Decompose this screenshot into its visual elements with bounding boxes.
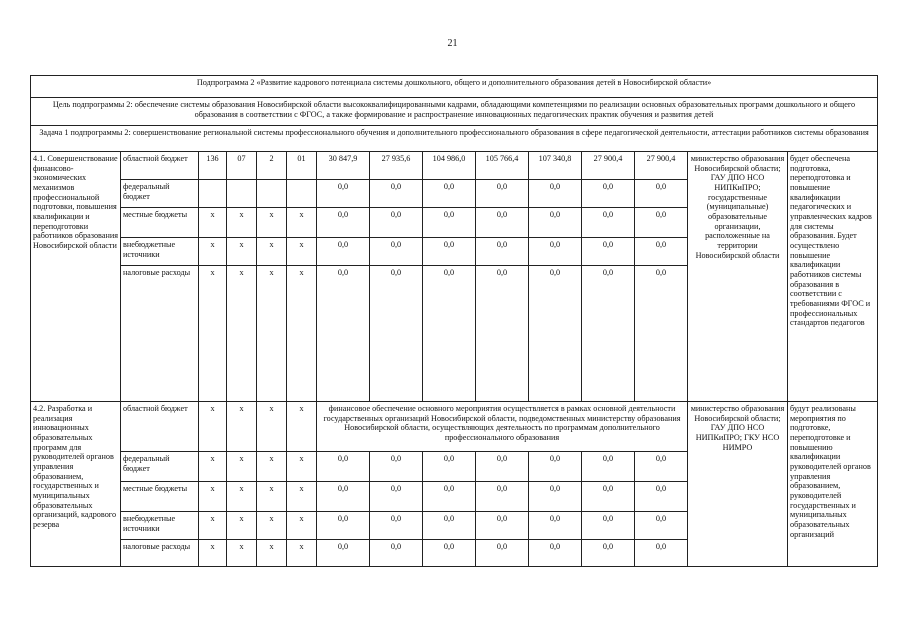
funding-value: 0,0 [635,238,688,266]
funding-value: 0,0 [476,482,529,512]
funding-value: 0,0 [317,208,370,238]
measure-executor: министерство образования Новосибирской области; ГАУ ДПО НСО НИПКиПРО; ГКУ НСО НИМРО [688,402,788,567]
funding-value: 27 900,4 [582,152,635,180]
funding-value: 104 986,0 [423,152,476,180]
budget-code: х [287,482,317,512]
budget-code: х [199,266,227,402]
measure-executor: министерство образования Новосибирской области; ГАУ ДПО НСО НИПКиПРО; государственные (муниципальные) образовательные организации, расположенные на территории Новосибирской области [688,152,788,402]
budget-code: х [227,540,257,567]
budget-code: х [227,208,257,238]
funding-value: 0,0 [370,180,423,208]
budget-code: х [257,238,287,266]
budget-code: х [257,208,287,238]
funding-value: 0,0 [529,540,582,567]
funding-value: 0,0 [529,266,582,402]
funding-value: 0,0 [476,266,529,402]
budget-code: х [257,482,287,512]
budget-code: 07 [227,152,257,180]
funding-value: 0,0 [476,180,529,208]
funding-value: 0,0 [476,540,529,567]
funding-value: 0,0 [370,238,423,266]
funding-source: налоговые расходы [121,266,199,402]
budget-code: х [227,512,257,540]
budget-code [257,180,287,208]
budget-code: х [199,208,227,238]
budget-code: х [257,266,287,402]
funding-value: 0,0 [423,266,476,402]
funding-value: 27 900,4 [635,152,688,180]
budget-code: х [227,266,257,402]
funding-source: областной бюджет [121,402,199,452]
funding-value: 0,0 [370,452,423,482]
funding-source: внебюджетные источники [121,512,199,540]
financing-note: финансовое обеспечение основного мероприятия осуществляется в рамках основной деятельности государственных организаций Новосибирской области, подведомственных министерству образования Новосибирской области, осуществляющих деятельность по программам дополнительного профессионального образования [317,402,688,452]
budget-code [199,180,227,208]
measure-name: 4.1. Совершенствование финансово-экономических механизмов профессиональной подготовки, повышения квалификации и переподготовки работников образования Новосибирской области [31,152,121,402]
table-row [31,402,878,452]
subprogram-table [30,75,878,567]
funding-value: 0,0 [476,238,529,266]
table-row [31,152,878,180]
budget-code: 136 [199,152,227,180]
budget-code: х [257,402,287,452]
budget-code: х [287,208,317,238]
funding-value: 0,0 [582,482,635,512]
funding-source: налоговые расходы [121,540,199,567]
funding-value: 0,0 [582,208,635,238]
funding-value: 0,0 [317,180,370,208]
budget-code: х [199,238,227,266]
funding-value: 0,0 [529,208,582,238]
funding-value: 0,0 [317,540,370,567]
budget-code: х [227,402,257,452]
funding-value: 27 935,6 [370,152,423,180]
funding-value: 0,0 [317,482,370,512]
funding-value: 0,0 [370,266,423,402]
budget-code: х [227,238,257,266]
funding-value: 0,0 [635,180,688,208]
funding-value: 0,0 [635,266,688,402]
funding-value: 0,0 [370,482,423,512]
funding-value: 0,0 [582,238,635,266]
funding-value: 0,0 [423,482,476,512]
funding-source: внебюджетные источники [121,238,199,266]
funding-value: 0,0 [317,452,370,482]
budget-code: х [199,452,227,482]
funding-value: 0,0 [582,540,635,567]
budget-code: х [257,512,287,540]
funding-value: 0,0 [529,180,582,208]
budget-code: х [257,540,287,567]
funding-source: местные бюджеты [121,482,199,512]
funding-source: областной бюджет [121,152,199,180]
funding-value: 0,0 [635,208,688,238]
funding-value: 0,0 [370,512,423,540]
budget-code: х [199,482,227,512]
page-number: 21 [447,38,458,49]
budget-code: х [287,512,317,540]
budget-code: х [227,452,257,482]
budget-code: х [199,402,227,452]
funding-value: 0,0 [317,512,370,540]
funding-value: 0,0 [582,266,635,402]
funding-value: 0,0 [529,512,582,540]
measure-name: 4.2. Разработка и реализация инновационных образовательных программ для руководителей органов управления образованием, государственных и муниципальных образовательных организаций, кадрового резерва [31,402,121,567]
budget-code: х [287,402,317,452]
funding-value: 0,0 [423,208,476,238]
budget-code [227,180,257,208]
funding-value: 107 340,8 [529,152,582,180]
funding-source: федеральный бюджет [121,180,199,208]
funding-value: 0,0 [317,266,370,402]
funding-value: 0,0 [476,452,529,482]
budget-code: 01 [287,152,317,180]
funding-value: 0,0 [423,540,476,567]
measures-body [31,152,878,567]
funding-value: 0,0 [423,452,476,482]
budget-code: х [199,512,227,540]
funding-value: 0,0 [529,238,582,266]
subprogram-goal: Цель подпрограммы 2: обеспечение системы образования Новосибирской области высококвалифицированными кадрами, обладающими компетенциями по реализации основных образовательных программ дошкольного и общего образования в соответствии с ФГОС, а также формирование и распространение инновационных педагогических практик обучения и развития детей [31,98,878,126]
funding-value: 0,0 [423,512,476,540]
funding-value: 0,0 [635,540,688,567]
funding-value: 0,0 [476,512,529,540]
budget-code: х [287,452,317,482]
funding-value: 30 847,9 [317,152,370,180]
funding-value: 0,0 [476,208,529,238]
subprogram-title: Подпрограмма 2 «Развитие кадрового потенциала системы дошкольного, общего и дополнительного образования детей в Новосибирской области» [31,76,878,98]
funding-value: 0,0 [635,482,688,512]
budget-code: 2 [257,152,287,180]
budget-code: х [287,540,317,567]
budget-code: х [257,452,287,482]
budget-code: х [199,540,227,567]
funding-value: 0,0 [423,238,476,266]
funding-value: 0,0 [370,540,423,567]
budget-code: х [287,266,317,402]
funding-source: местные бюджеты [121,208,199,238]
funding-value: 0,0 [423,180,476,208]
funding-value: 0,0 [582,512,635,540]
funding-value: 0,0 [317,238,370,266]
subprogram-task: Задача 1 подпрограммы 2: совершенствование региональной системы профессионального обучения и дополнительного профессионального образования в сфере педагогической деятельности, аттестации работников системы образования [31,126,878,152]
budget-code: х [287,238,317,266]
measure-result: будут реализованы мероприятия по подготовке, переподготовке и повышению квалификации руководителей органов управления образованием, руководителей государственных и муниципальных образовательных организаций [788,402,878,567]
funding-value: 0,0 [529,482,582,512]
funding-value: 0,0 [370,208,423,238]
funding-value: 0,0 [582,180,635,208]
budget-code [287,180,317,208]
funding-value: 0,0 [529,452,582,482]
funding-value: 0,0 [635,452,688,482]
budget-code: х [227,482,257,512]
measure-result: будет обеспечена подготовка, переподготовка и повышение квалификации педагогических и управленческих кадров для системы образования. Будет осуществлено повышение квалификации работников системы образования в соответствии с требованиями ФГОС и профессиональных стандартов педагогов [788,152,878,402]
funding-source: федеральный бюджет [121,452,199,482]
funding-value: 105 766,4 [476,152,529,180]
funding-value: 0,0 [582,452,635,482]
funding-value: 0,0 [635,512,688,540]
